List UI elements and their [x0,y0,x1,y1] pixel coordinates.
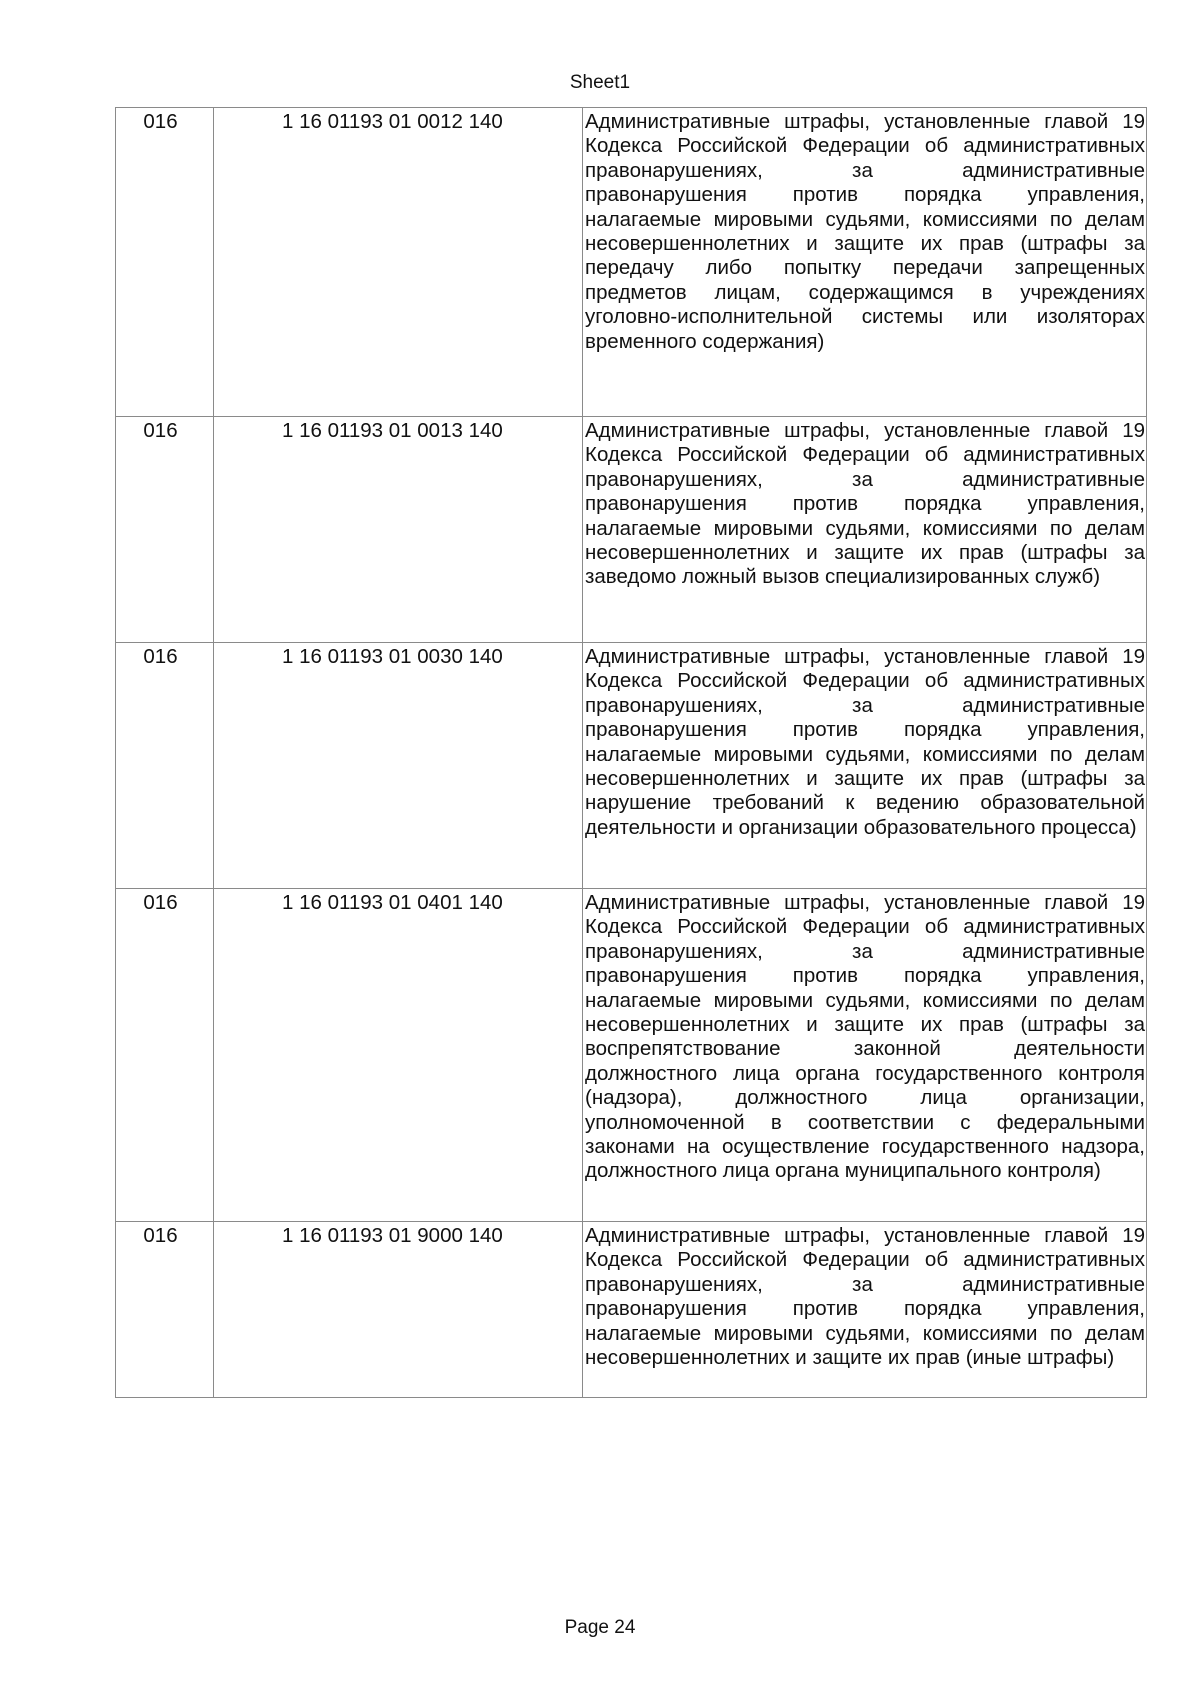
admin-code-cell: 016 [116,108,214,417]
page-number: Page 24 [564,1617,636,1638]
description-cell: Административные штрафы, установленные главой 19 Кодекса Российской Федерации об административных правонарушениях, за административные правонарушения против порядка управления, налагаемые мировыми судьями, комиссиями по делам несовершеннолетних и защите их прав (штрафы за нарушение требований к ведению образовательной деятельности и организации образовательного процесса) [583,643,1147,889]
admin-code-cell: 016 [116,643,214,889]
admin-code-cell: 016 [116,1222,214,1398]
kbk-code-cell: 1 16 01193 01 9000 140 [214,1222,583,1398]
table-row [116,417,1147,643]
kbk-code-cell: 1 16 01193 01 0030 140 [214,643,583,889]
description-cell: Административные штрафы, установленные главой 19 Кодекса Российской Федерации об административных правонарушениях, за административные правонарушения против порядка управления, налагаемые мировыми судьями, комиссиями по делам несовершеннолетних и защите их прав (штрафы за передачу либо попытку передачи запрещенных предметов лицам, содержащимся в учреждениях уголовно-исполнительной системы или изоляторах временного содержания) [583,108,1147,417]
table-row [116,1222,1147,1398]
kbk-code-cell: 1 16 01193 01 0012 140 [214,108,583,417]
kbk-code-cell: 1 16 01193 01 0013 140 [214,417,583,643]
budget-codes-table-wrapper [115,107,1146,1398]
description-cell: Административные штрафы, установленные главой 19 Кодекса Российской Федерации об административных правонарушениях, за административные правонарушения против порядка управления, налагаемые мировыми судьями, комиссиями по делам несовершеннолетних и защите их прав (штрафы за воспрепятствование законной деятельности должностного лица органа государственного контроля (надзора), должностного лица организации, уполномоченной в соответствии с федеральными законами на осуществление государственного надзора, должностного лица органа муниципального контроля) [583,889,1147,1222]
description-cell: Административные штрафы, установленные главой 19 Кодекса Российской Федерации об административных правонарушениях, за административные правонарушения против порядка управления, налагаемые мировыми судьями, комиссиями по делам несовершеннолетних и защите их прав (иные штрафы) [583,1222,1147,1398]
budget-codes-table [115,107,1147,1398]
table-row [116,889,1147,1222]
table-row [116,108,1147,417]
sheet-title: Sheet1 [569,72,631,93]
kbk-code-cell: 1 16 01193 01 0401 140 [214,889,583,1222]
admin-code-cell: 016 [116,417,214,643]
description-cell: Административные штрафы, установленные главой 19 Кодекса Российской Федерации об административных правонарушениях, за административные правонарушения против порядка управления, налагаемые мировыми судьями, комиссиями по делам несовершеннолетних и защите их прав (штрафы за заведомо ложный вызов специализированных служб) [583,417,1147,643]
admin-code-cell: 016 [116,889,214,1222]
table-row [116,643,1147,889]
